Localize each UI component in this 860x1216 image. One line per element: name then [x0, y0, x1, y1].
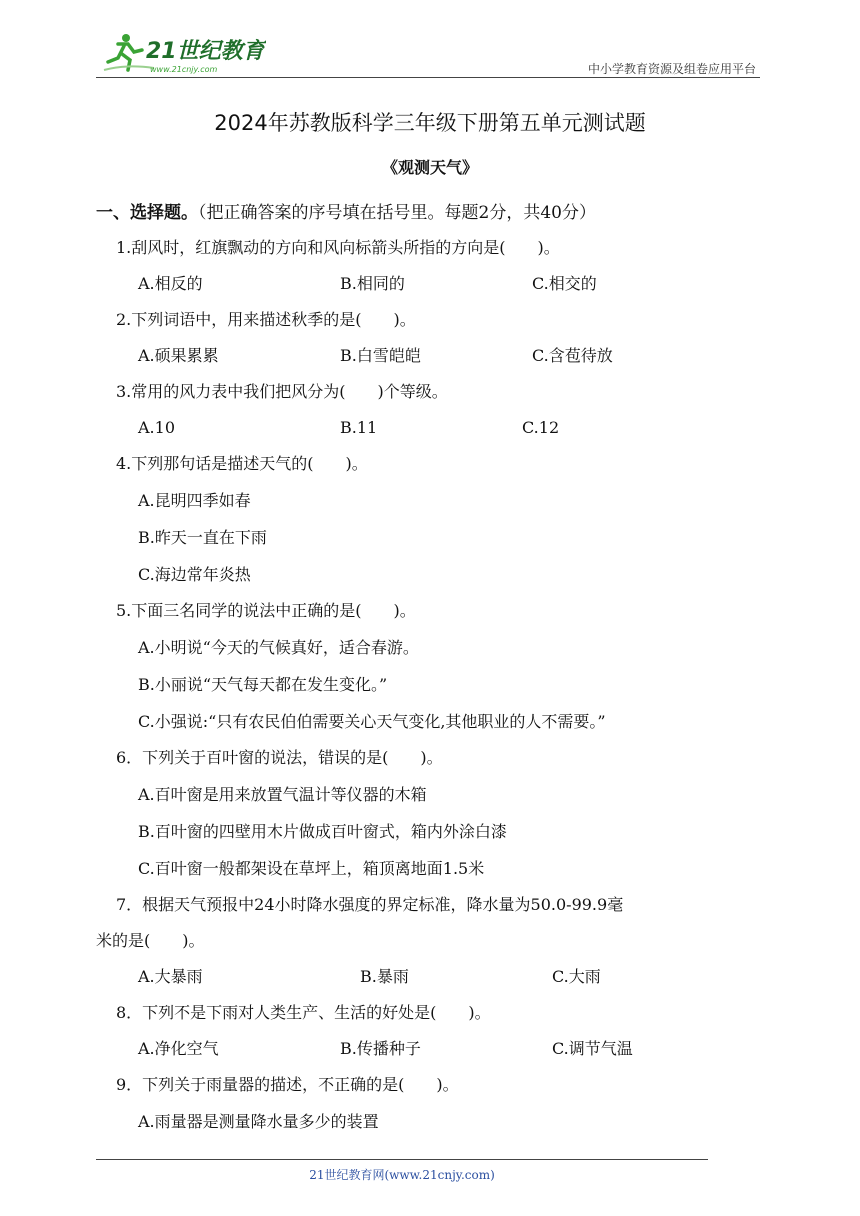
option-c: C.海边常年炎热 — [138, 565, 251, 584]
option-a: A.10 — [138, 418, 175, 437]
question-7-options — [96, 959, 766, 995]
page-header — [96, 30, 760, 78]
question-1: 1.刮风时，红旗飘动的方向和风向标箭头所指的方向是( )。 — [116, 238, 560, 257]
option-a: A.昆明四季如春 — [138, 491, 251, 510]
option-b: B.昨天一直在下雨 — [138, 528, 267, 547]
question-1-options — [96, 266, 766, 302]
footer-divider — [96, 1159, 708, 1160]
21cnjy-logo — [96, 30, 266, 76]
question-7-line-1: 7．根据天气预报中24小时降水强度的界定标准，降水量为50.0-99.9毫 — [116, 895, 624, 914]
question-9: 9．下列关于雨量器的描述，不正确的是( )。 — [116, 1075, 459, 1094]
option-b: B.白雪皑皑 — [340, 346, 421, 365]
option-c: C.12 — [522, 418, 560, 437]
question-8: 8．下列不是下雨对人类生产、生活的好处是( )。 — [116, 1003, 491, 1022]
option-a: A.小明说“今天的气候真好，适合春游。 — [138, 638, 419, 657]
footer-text: 21世纪教育网(www.21cnjy.com) — [309, 1168, 495, 1182]
option-c: C.相交的 — [532, 274, 597, 293]
option-a: A.相反的 — [138, 274, 203, 293]
option-c: C.大雨 — [552, 967, 601, 986]
question-4: 4.下列那句话是描述天气的( )。 — [116, 454, 368, 473]
logo-text: 21世纪教育 — [146, 39, 265, 64]
option-c: C.含苞待放 — [532, 346, 613, 365]
option-a: A.雨量器是测量降水量多少的装置 — [138, 1112, 379, 1131]
page-subtitle: 《观测天气》 — [381, 158, 478, 177]
platform-tagline: 中小学教育资源及组卷应用平台 — [587, 62, 756, 76]
page-title: 2024年苏教版科学三年级下册第五单元测试题 — [214, 111, 646, 135]
option-a: A.大暴雨 — [138, 967, 203, 986]
option-b: B.相同的 — [340, 274, 405, 293]
question-3-options — [96, 410, 766, 446]
logo-url: www.21cnjy.com — [150, 65, 218, 74]
question-6: 6．下列关于百叶窗的说法，错误的是( )。 — [116, 748, 443, 767]
question-3: 3.常用的风力表中我们把风分为( )个等级。 — [116, 382, 448, 401]
option-b: B.百叶窗的四壁用木片做成百叶窗式，箱内外涂白漆 — [138, 822, 507, 841]
option-a: A.净化空气 — [138, 1039, 219, 1058]
section-label: 一、选择题。 — [96, 203, 198, 223]
section-note: （把正确答案的序号填在括号里。每题2分，共40分） — [198, 203, 596, 223]
question-2-options — [96, 338, 766, 374]
option-b: B.暴雨 — [360, 967, 409, 986]
question-2: 2.下列词语中，用来描述秋季的是( )。 — [116, 310, 416, 329]
question-8-options — [96, 1031, 766, 1067]
option-a: A.百叶窗是用来放置气温计等仪器的木箱 — [138, 785, 427, 804]
option-a: A.硕果累累 — [138, 346, 219, 365]
option-c: C.小强说:“只有农民伯伯需要关心天气变化,其他职业的人不需要。” — [138, 712, 606, 731]
question-7-line-2: 米的是( )。 — [96, 931, 205, 950]
option-c: C.调节气温 — [552, 1039, 633, 1058]
question-section — [96, 196, 766, 1140]
question-5: 5.下面三名同学的说法中正确的是( )。 — [116, 601, 416, 620]
option-b: B.小丽说“天气每天都在发生变化。” — [138, 675, 388, 694]
section-heading — [96, 196, 766, 230]
header-divider — [96, 77, 760, 78]
option-b: B.11 — [340, 418, 378, 437]
option-c: C.百叶窗一般都架设在草坪上，箱顶离地面1.5米 — [138, 859, 485, 878]
option-b: B.传播种子 — [340, 1039, 421, 1058]
